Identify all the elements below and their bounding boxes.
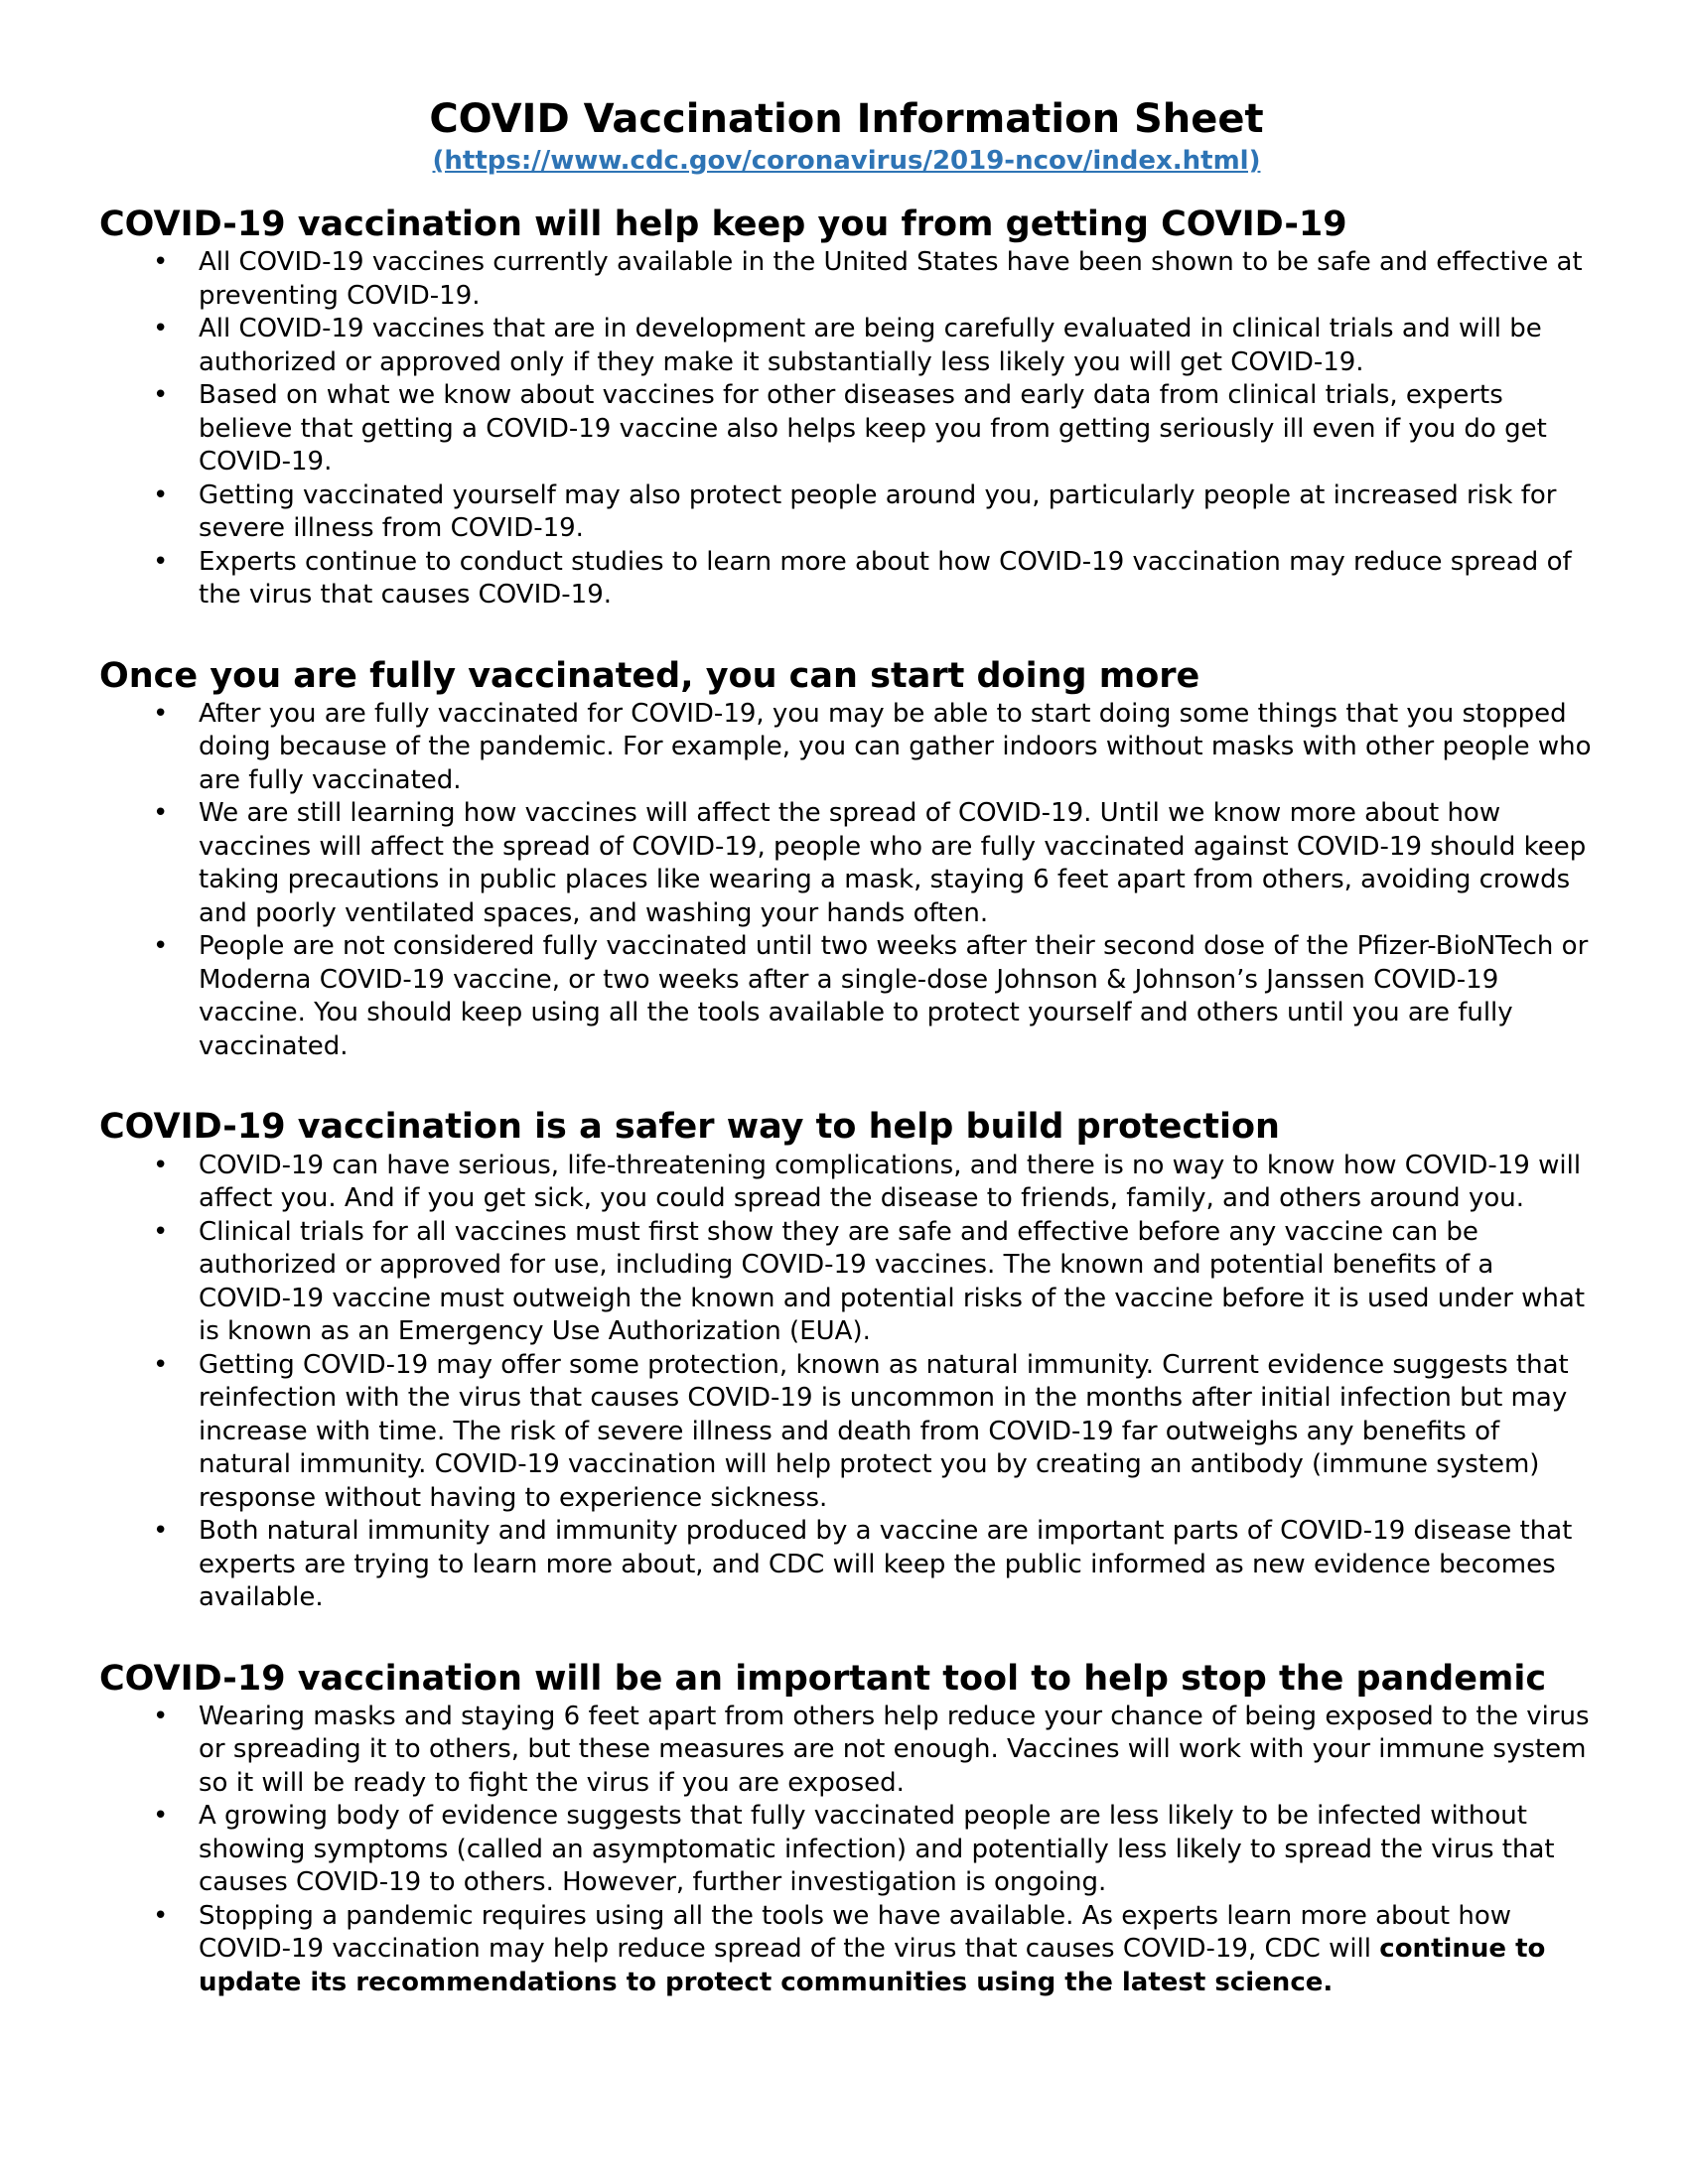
list-item-text: Experts continue to conduct studies to learn more about how COVID-19 vaccination may reduce spread of the virus that causes COVID-19.	[199, 546, 1572, 611]
section-help-keep-you-safe	[99, 205, 1594, 613]
list-item	[99, 1515, 1594, 1615]
list-item-text: Getting vaccinated yourself may also protect people around you, particularly people at increased risk for severe illness from COVID-19.	[199, 479, 1557, 544]
bullet-icon: •	[153, 1801, 169, 1832]
bullet-icon: •	[153, 798, 169, 829]
document-title: COVID Vaccination Information Sheet	[429, 96, 1264, 142]
section-heading: COVID-19 vaccination is a safer way to help build protection	[99, 1107, 1280, 1148]
section-stop-the-pandemic	[99, 1659, 1594, 2000]
section-heading: COVID-19 vaccination will be an important tool to help stop the pandemic	[99, 1658, 1547, 1699]
list-item-text: Stopping a pandemic requires using all the tools we have available. As experts learn more about how COVID-19 vaccination may help reduce spread of the virus that causes COVID-19, CDC will	[199, 1900, 1512, 1965]
list-item-text: COVID-19 can have serious, life-threatening complications, and there is no way to know how COVID-19 will affect you. And if you get sick, you could spread the disease to friends, family, and others around you.	[199, 1150, 1582, 1214]
list-item-text: All COVID-19 vaccines that are in development are being carefully evaluated in clinical trials and will be authorized or approved only if they make it substantially less likely you will get COVID-19.	[199, 314, 1542, 377]
bullet-icon: •	[153, 1900, 169, 1931]
bullet-icon: •	[153, 546, 169, 577]
bullet-icon: •	[153, 1701, 169, 1731]
bullet-icon: •	[153, 314, 169, 344]
list-item	[99, 930, 1594, 1063]
list-item	[99, 379, 1594, 479]
list-item-text: A growing body of evidence suggests that fully vaccinated people are less likely to be infected without showing symptoms (called an asymptomatic infection) and potentially less likely to spread the virus that causes COVID-19 to others. However, further investigation is ongoing.	[199, 1801, 1555, 1898]
list-item	[99, 313, 1594, 379]
list-item	[99, 1900, 1594, 2000]
cdc-link[interactable]: (https://www.cdc.gov/coronavirus/2019-ncov/index.html)	[432, 146, 1261, 176]
list-item	[99, 698, 1594, 798]
list-item-text: All COVID-19 vaccines currently available in the United States have been shown to be safe and effective at preventing COVID-19.	[199, 247, 1583, 311]
list-item	[99, 1349, 1594, 1516]
section-heading: Once you are fully vaccinated, you can start doing more	[99, 655, 1200, 696]
section-safer-protection	[99, 1107, 1594, 1614]
bullet-list	[99, 246, 1594, 613]
bullet-icon: •	[153, 1150, 169, 1180]
list-item	[99, 1701, 1594, 1801]
list-item	[99, 797, 1594, 930]
bullet-icon: •	[153, 1516, 169, 1547]
bullet-list	[99, 698, 1594, 1064]
bullet-icon: •	[153, 380, 169, 411]
information-sheet	[99, 95, 1594, 1999]
section-fully-vaccinated	[99, 656, 1594, 1064]
bullet-icon: •	[153, 1216, 169, 1247]
list-item	[99, 546, 1594, 613]
list-item-text: Clinical trials for all vaccines must first show they are safe and effective before any vaccine can be authorized or approved for use, including COVID-19 vaccines. The known and potential benefits of a COVID-19 vaccine must outweigh the known and potential risks of the vaccine before it is used under what is known as an Emergency Use Authorization (EUA).	[199, 1216, 1586, 1347]
section-heading: COVID-19 vaccination will help keep you from getting COVID-19	[99, 204, 1347, 244]
list-item	[99, 479, 1594, 546]
bullet-list	[99, 1701, 1594, 2000]
bullet-list	[99, 1150, 1594, 1615]
bullet-icon: •	[153, 698, 169, 729]
list-item-text: Wearing masks and staying 6 feet apart from others help reduce your chance of being exposed to the virus or spreading it to others, but these measures are not enough. Vaccines will work with your immune system so it will be ready to fight the virus if you are exposed.	[199, 1701, 1590, 1798]
list-item-text: Both natural immunity and immunity produced by a vaccine are important parts of COVID-19 disease that experts are trying to learn more about, and CDC will keep the public informed as new evidence becomes available.	[199, 1516, 1573, 1613]
bullet-icon: •	[153, 479, 169, 510]
bullet-icon: •	[153, 1349, 169, 1380]
list-item	[99, 246, 1594, 313]
bullet-icon: •	[153, 931, 169, 962]
bullet-icon: •	[153, 247, 169, 278]
list-item	[99, 1216, 1594, 1349]
list-item-text: Getting COVID-19 may offer some protection, known as natural immunity. Current evidence suggests that reinfection with the virus that causes COVID-19 is uncommon in the months after initial infection but may increase with time. The risk of severe illness and death from COVID-19 far outweighs any benefits of natural immunity. COVID-19 vaccination will help protect you by creating an antibody (immune system) response without having to experience sickness.	[199, 1349, 1569, 1513]
list-item-text: People are not considered fully vaccinated until two weeks after their second dose of the Pfizer-BioNTech or Moderna COVID-19 vaccine, or two weeks after a single-dose Johnson & Johnson’s Janssen COVID-19 vaccine. You should keep using all the tools available to protect yourself and others until you are fully vaccinated.	[199, 931, 1589, 1061]
list-item-text: Based on what we know about vaccines for other diseases and early data from clinical trials, experts believe that getting a COVID-19 vaccine also helps keep you from getting seriously ill even if you do get COVID-19.	[199, 380, 1547, 478]
list-item	[99, 1150, 1594, 1216]
list-item-text: After you are fully vaccinated for COVID-19, you may be able to start doing some things that you stopped doing because of the pandemic. For example, you can gather indoors without masks with other people who are fully vaccinated.	[199, 698, 1592, 795]
list-item	[99, 1800, 1594, 1900]
list-item-bold-text: continue to update its recommendations to protect communities using the latest science.	[199, 1934, 1546, 1997]
list-item-text: We are still learning how vaccines will affect the spread of COVID-19. Until we know more about how vaccines will affect the spread of COVID-19, people who are fully vaccinated against COVID-19 should keep taking precautions in public places like wearing a mask, staying 6 feet apart from others, avoiding crowds and poorly ventilated spaces, and washing your hands often.	[199, 798, 1587, 928]
